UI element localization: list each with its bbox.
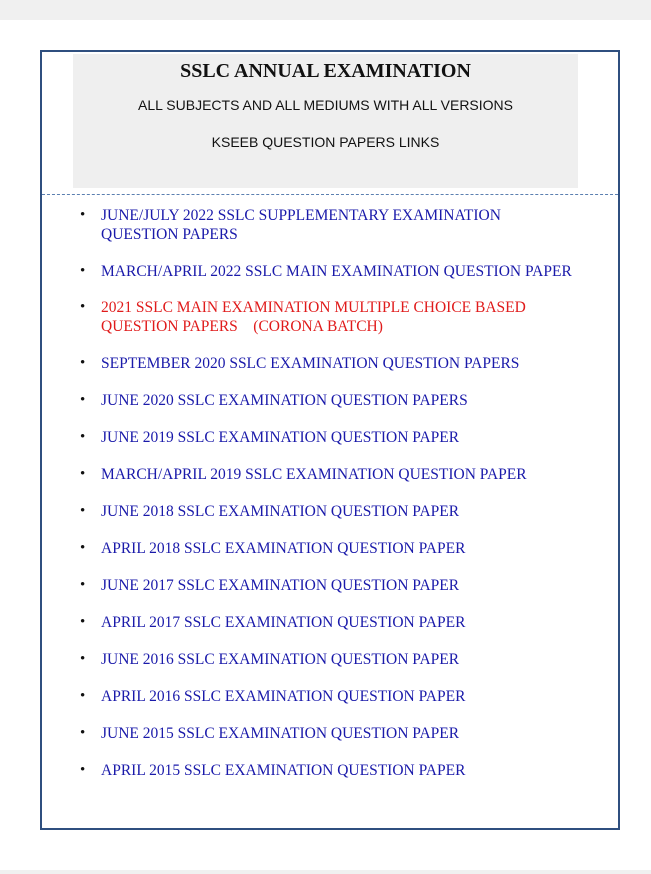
question-paper-link[interactable]: SEPTEMBER 2020 SSLC EXAMINATION QUESTION PAPERS	[101, 355, 520, 372]
bullet-icon: •	[80, 503, 86, 519]
document-page	[0, 20, 651, 870]
list-item	[42, 502, 618, 521]
question-paper-link[interactable]: MARCH/APRIL 2019 SSLC EXAMINATION QUESTION PAPER	[101, 466, 527, 483]
question-paper-link[interactable]: MARCH/APRIL 2022 SSLC MAIN EXAMINATION QUESTION PAPER	[101, 263, 572, 280]
question-paper-link[interactable]: JUNE 2019 SSLC EXAMINATION QUESTION PAPER	[101, 429, 460, 446]
list-item	[42, 761, 618, 780]
question-paper-link[interactable]: JUNE 2017 SSLC EXAMINATION QUESTION PAPER	[101, 577, 460, 594]
question-paper-link[interactable]: 2021 SSLC MAIN EXAMINATION MULTIPLE CHOICE BASED QUESTION PAPERS (CORONA BATCH)	[101, 299, 530, 335]
question-paper-link[interactable]: APRIL 2018 SSLC EXAMINATION QUESTION PAPER	[101, 540, 466, 557]
list-item	[42, 262, 618, 281]
bullet-icon: •	[80, 429, 86, 445]
page-subtitle: ALL SUBJECTS AND ALL MEDIUMS WITH ALL VERSIONS	[138, 97, 513, 113]
question-paper-link[interactable]: JUNE 2015 SSLC EXAMINATION QUESTION PAPER	[101, 725, 460, 742]
question-paper-link[interactable]: APRIL 2017 SSLC EXAMINATION QUESTION PAPER	[101, 614, 466, 631]
question-paper-link[interactable]: JUNE 2020 SSLC EXAMINATION QUESTION PAPERS	[101, 392, 468, 409]
content-frame	[40, 50, 620, 830]
list-item	[42, 298, 618, 336]
question-paper-link[interactable]: APRIL 2016 SSLC EXAMINATION QUESTION PAPER	[101, 688, 466, 705]
list-item	[42, 724, 618, 743]
question-paper-link[interactable]: JUNE/JULY 2022 SSLC SUPPLEMENTARY EXAMINATION QUESTION PAPERS	[101, 207, 501, 243]
bullet-icon: •	[80, 577, 86, 593]
bullet-icon: •	[80, 688, 86, 704]
question-paper-link[interactable]: JUNE 2016 SSLC EXAMINATION QUESTION PAPER	[101, 651, 460, 668]
list-item	[42, 576, 618, 595]
list-item	[42, 613, 618, 632]
bullet-icon: •	[80, 299, 86, 315]
question-paper-list	[42, 206, 618, 798]
question-paper-link[interactable]: JUNE 2018 SSLC EXAMINATION QUESTION PAPER	[101, 503, 460, 520]
list-item	[42, 206, 618, 244]
question-paper-link[interactable]: APRIL 2015 SSLC EXAMINATION QUESTION PAPER	[101, 762, 466, 779]
page-subtitle-links: KSEEB QUESTION PAPERS LINKS	[211, 134, 440, 150]
bullet-icon: •	[80, 651, 86, 667]
page-title: SSLC ANNUAL EXAMINATION	[180, 60, 471, 82]
list-item	[42, 465, 618, 484]
bullet-icon: •	[80, 263, 86, 279]
bullet-icon: •	[80, 466, 86, 482]
bullet-icon: •	[80, 614, 86, 630]
bullet-icon: •	[80, 540, 86, 556]
list-item	[42, 428, 618, 447]
bullet-icon: •	[80, 207, 86, 223]
header-box	[73, 54, 578, 188]
list-item	[42, 650, 618, 669]
list-item	[42, 687, 618, 706]
dashed-divider	[42, 194, 618, 195]
bullet-icon: •	[80, 725, 86, 741]
bullet-icon: •	[80, 392, 86, 408]
bullet-icon: •	[80, 762, 86, 778]
bullet-icon: •	[80, 355, 86, 371]
list-item	[42, 391, 618, 410]
list-item	[42, 354, 618, 373]
list-item	[42, 539, 618, 558]
